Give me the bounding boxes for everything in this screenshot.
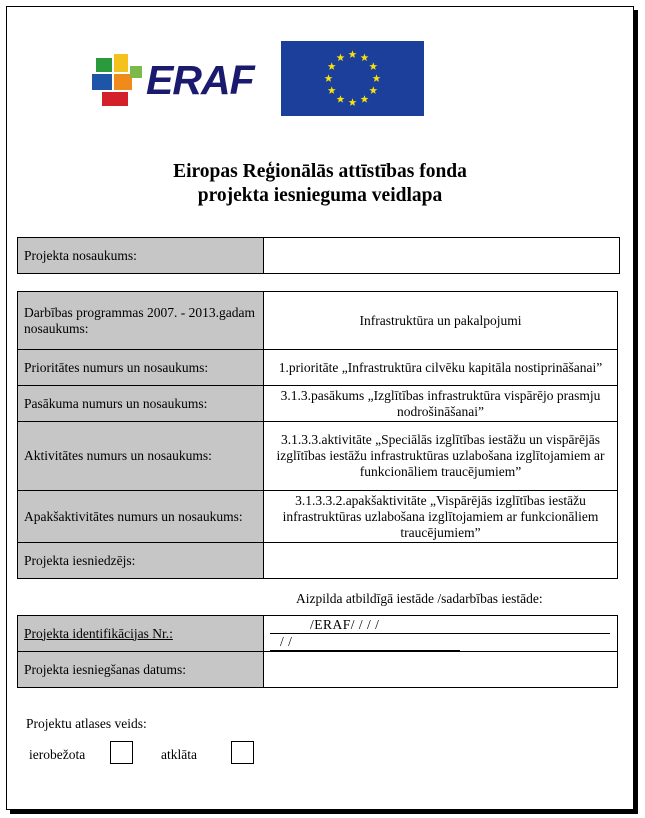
project-id-line-1: /ERAF/ / / /: [270, 617, 610, 634]
programme-label: Darbības programmas 2007. - 2013.gadam nosaukums:: [18, 292, 264, 350]
project-name-table: [17, 237, 620, 274]
selection-type-label: Projektu atlases veids:: [26, 716, 147, 731]
eraf-logo-squares-icon: [92, 52, 146, 108]
measure-value: 3.1.3.pasākums „Izglītības infrastruktūra vispārējo prasmju nodrošināšanai”: [264, 386, 618, 422]
table-row: [18, 292, 618, 350]
eu-flag-icon: [281, 41, 424, 116]
priority-label: Prioritātes numurs un nosaukums:: [18, 350, 264, 386]
submission-date-field[interactable]: [264, 652, 618, 688]
page-title: [0, 160, 640, 208]
table-row: [18, 543, 618, 579]
project-name-label: Projekta nosaukums:: [18, 238, 264, 274]
table-row: [18, 386, 618, 422]
title-line-2: projekta iesnieguma veidlapa: [197, 185, 443, 206]
open-checkbox[interactable]: [231, 741, 254, 764]
admin-note: Aizpilda atbildīgā iestāde /sadarbības iestāde:: [296, 591, 543, 606]
table-row: [18, 350, 618, 386]
option-open-label: atklāta: [161, 747, 197, 762]
table-row: [18, 422, 618, 491]
submission-date-label: Projekta iesniegšanas datums:: [18, 652, 264, 688]
project-id-field[interactable]: [264, 616, 618, 652]
project-name-field[interactable]: [264, 238, 620, 274]
eraf-logo-text: ERAF: [146, 57, 254, 103]
table-row: [18, 616, 618, 652]
programme-value: Infrastruktūra un pakalpojumi: [264, 292, 618, 350]
programme-table: [17, 291, 618, 579]
title-line-1: Eiropas Reģionālās attīstības fonda: [173, 161, 467, 182]
priority-value: 1.prioritāte „Infrastruktūra cilvēku kapitāla nostiprināšanai”: [264, 350, 618, 386]
activity-value: 3.1.3.3.aktivitāte „Speciālās izglītības iestāžu un vispārējās izglītības iestāžu infrastruktūras uzlabošana izglītojamiem ar funkcionāliem traucējumiem”: [264, 422, 618, 491]
project-id-label: Projekta identifikācijas Nr.:: [18, 616, 264, 652]
subactivity-value: 3.1.3.3.2.apakšaktivitāte „Vispārējās izglītības iestāžu infrastruktūras uzlabošana izglītojamiem ar funkcionāliem traucējumiem”: [264, 491, 618, 543]
table-row: [18, 491, 618, 543]
subactivity-label: Apakšaktivitātes numurs un nosaukums:: [18, 491, 264, 543]
applicant-label: Projekta iesniedzējs:: [18, 543, 264, 579]
eraf-logo: [92, 52, 262, 108]
applicant-field[interactable]: [264, 543, 618, 579]
limited-checkbox[interactable]: [110, 741, 133, 764]
activity-label: Aktivitātes numurs un nosaukums:: [18, 422, 264, 491]
project-id-line-2: / /: [270, 634, 460, 651]
admin-table: [17, 615, 618, 688]
measure-label: Pasākuma numurs un nosaukums:: [18, 386, 264, 422]
option-limited-label: ierobežota: [29, 747, 86, 762]
table-row: [18, 652, 618, 688]
